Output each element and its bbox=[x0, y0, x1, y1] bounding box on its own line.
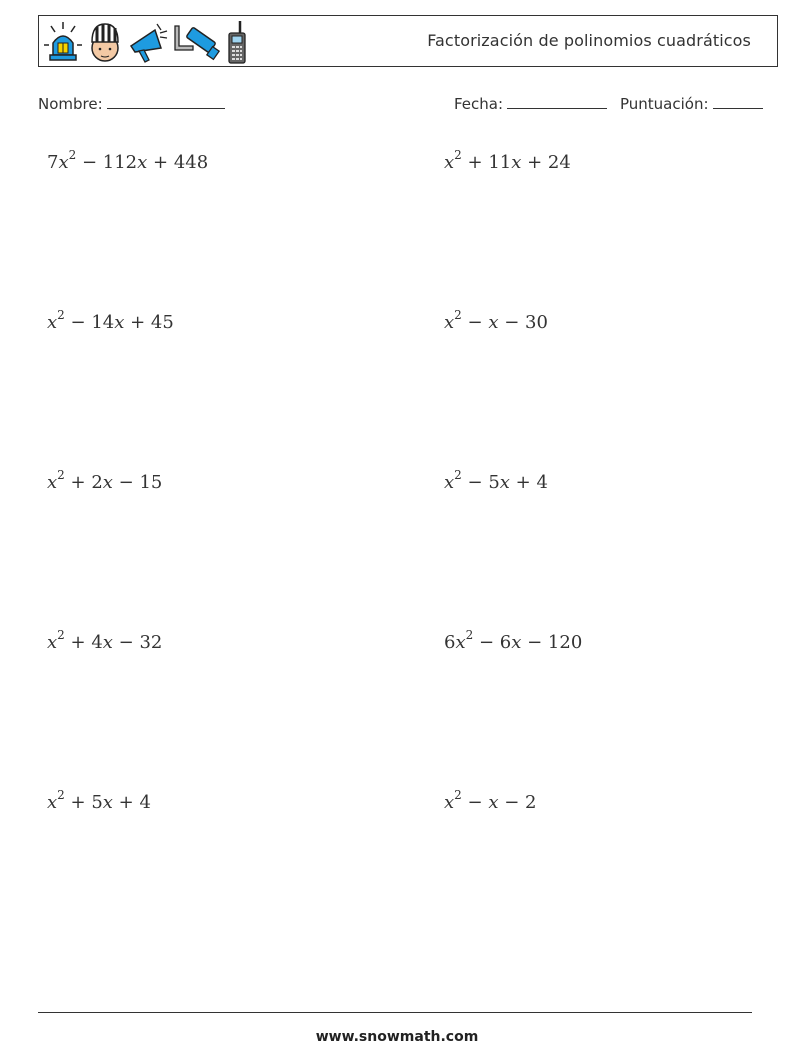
score-line[interactable] bbox=[713, 94, 763, 109]
score-field[interactable] bbox=[620, 94, 763, 113]
date-label: Fecha: bbox=[454, 95, 504, 113]
problem-linear-coefficient: − bbox=[461, 792, 489, 813]
walkie-talkie-icon bbox=[225, 19, 249, 65]
problem-5 bbox=[47, 470, 162, 493]
problem-exponent: 2 bbox=[57, 308, 65, 322]
problem-8 bbox=[444, 630, 582, 653]
problem-constant: + 448 bbox=[147, 152, 209, 173]
problem-variable: x bbox=[47, 632, 58, 653]
problem-exponent: 2 bbox=[57, 628, 65, 642]
header-icons bbox=[43, 19, 249, 65]
problem-2 bbox=[444, 150, 571, 173]
problem-exponent: 2 bbox=[57, 468, 65, 482]
problem-coefficient: 7 bbox=[47, 152, 59, 173]
problem-linear-coefficient: + 11 bbox=[461, 152, 512, 173]
name-field[interactable] bbox=[38, 94, 225, 113]
problem-linear-variable: x bbox=[511, 632, 522, 653]
footer-divider bbox=[38, 1012, 752, 1013]
problem-linear-coefficient: − 6 bbox=[473, 632, 512, 653]
security-camera-icon bbox=[173, 20, 221, 64]
problem-exponent: 2 bbox=[465, 628, 474, 642]
problem-linear-coefficient: + 5 bbox=[64, 792, 103, 813]
megaphone-icon bbox=[127, 20, 169, 64]
name-label: Nombre: bbox=[38, 95, 103, 113]
problem-variable: x bbox=[47, 472, 58, 493]
problem-linear-variable: x bbox=[499, 472, 510, 493]
problem-linear-variable: x bbox=[488, 792, 499, 813]
name-line[interactable] bbox=[107, 94, 225, 109]
problem-7 bbox=[47, 630, 162, 653]
problem-constant: + 45 bbox=[124, 312, 174, 333]
header-box bbox=[38, 15, 778, 67]
score-label: Puntuación: bbox=[620, 95, 709, 113]
problem-variable: x bbox=[444, 472, 455, 493]
problem-exponent: 2 bbox=[454, 308, 462, 322]
problem-variable: x bbox=[444, 152, 455, 173]
problem-4 bbox=[444, 310, 548, 333]
problem-linear-variable: x bbox=[114, 312, 125, 333]
problem-1 bbox=[47, 150, 208, 173]
problem-linear-coefficient: − 112 bbox=[76, 152, 138, 173]
problem-6 bbox=[444, 470, 548, 493]
problem-constant: − 2 bbox=[498, 792, 537, 813]
problem-linear-variable: x bbox=[102, 792, 113, 813]
problem-constant: + 4 bbox=[112, 792, 151, 813]
problem-exponent: 2 bbox=[454, 148, 462, 162]
problem-coefficient: 6 bbox=[444, 632, 456, 653]
problem-variable: x bbox=[444, 792, 455, 813]
problem-linear-coefficient: − 5 bbox=[461, 472, 500, 493]
problem-constant: − 30 bbox=[498, 312, 548, 333]
problem-10 bbox=[444, 790, 536, 813]
footer-url: www.snowmath.com bbox=[315, 1029, 479, 1045]
problem-variable: x bbox=[47, 792, 58, 813]
problem-constant: − 120 bbox=[521, 632, 583, 653]
problem-9 bbox=[47, 790, 151, 813]
problem-linear-variable: x bbox=[102, 472, 113, 493]
problem-3 bbox=[47, 310, 174, 333]
date-line[interactable] bbox=[507, 94, 607, 109]
problem-exponent: 2 bbox=[454, 468, 462, 482]
problem-linear-variable: x bbox=[488, 312, 499, 333]
problem-exponent: 2 bbox=[57, 788, 65, 802]
prisoner-face-icon bbox=[87, 20, 123, 64]
problem-variable: x bbox=[455, 632, 466, 653]
problem-linear-variable: x bbox=[102, 632, 113, 653]
problem-constant: + 24 bbox=[521, 152, 571, 173]
problem-linear-coefficient: + 2 bbox=[64, 472, 103, 493]
problem-constant: − 15 bbox=[112, 472, 163, 493]
worksheet-title: Factorización de polinomios cuadráticos bbox=[427, 31, 751, 50]
problem-linear-variable: x bbox=[511, 152, 522, 173]
date-field[interactable] bbox=[454, 94, 607, 113]
problem-exponent: 2 bbox=[454, 788, 462, 802]
problem-exponent: 2 bbox=[68, 148, 77, 162]
problem-linear-coefficient: − 14 bbox=[64, 312, 115, 333]
problem-linear-coefficient: + 4 bbox=[64, 632, 103, 653]
problem-variable: x bbox=[444, 312, 455, 333]
problem-linear-coefficient: − bbox=[461, 312, 489, 333]
siren-icon bbox=[43, 21, 83, 63]
problem-constant: + 4 bbox=[509, 472, 548, 493]
problem-variable: x bbox=[58, 152, 69, 173]
problem-linear-variable: x bbox=[137, 152, 148, 173]
problem-variable: x bbox=[47, 312, 58, 333]
problem-constant: − 32 bbox=[112, 632, 163, 653]
